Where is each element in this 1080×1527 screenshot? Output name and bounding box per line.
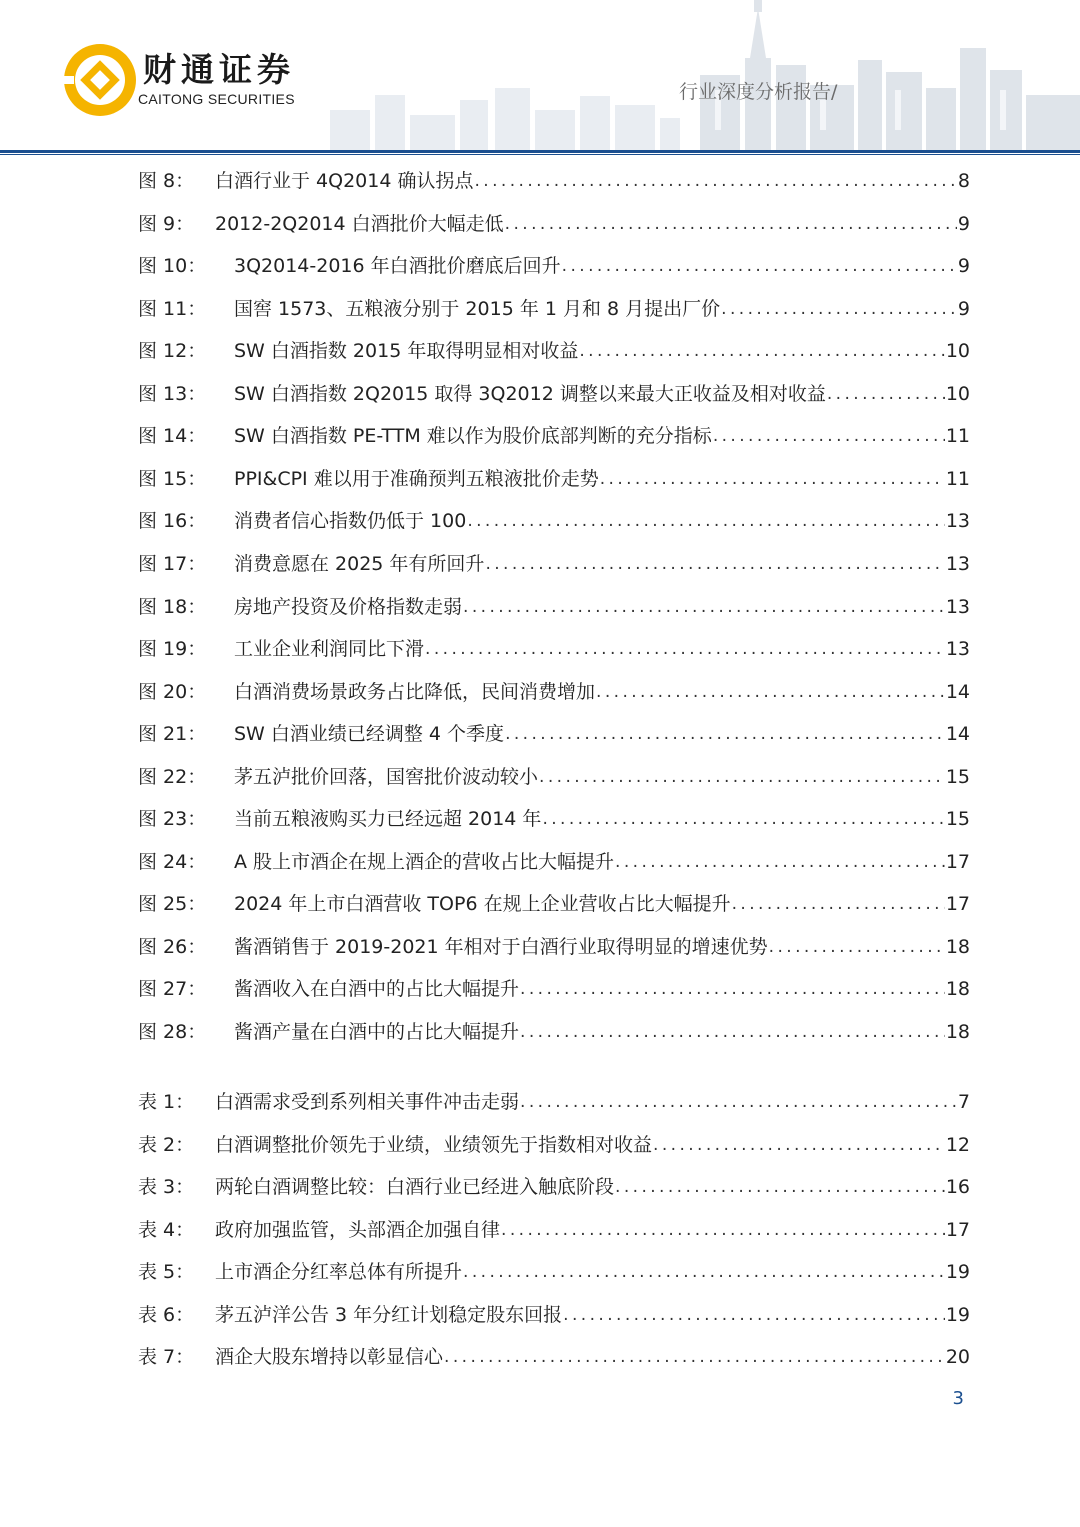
toc-entry-page: 10 xyxy=(945,382,970,405)
toc-entry-title: 酱酒销售于 2019-2021 年相对于白酒行业取得明显的增速优势 xyxy=(234,935,768,958)
toc-entry-label: 图 9： xyxy=(138,212,195,235)
toc-leader-dots xyxy=(563,1302,945,1328)
toc-leader-dots xyxy=(769,934,945,960)
toc-entry-label: 图 14： xyxy=(138,425,207,448)
toc-entry-title: 消费意愿在 2025 年有所回升 xyxy=(234,552,485,575)
header-divider-thin xyxy=(0,154,1080,155)
toc-entry-page: 9 xyxy=(957,297,970,320)
toc-entry-label: 图 15： xyxy=(138,467,207,490)
report-type: 行业深度分析报告/ xyxy=(679,81,838,103)
toc-entry-page: 15 xyxy=(945,765,970,788)
toc-entry-title: 白酒行业于 4Q2014 确认拐点 xyxy=(215,170,474,192)
toc-leader-dots xyxy=(615,849,945,875)
toc-entry[interactable] xyxy=(138,634,970,662)
toc-entry[interactable] xyxy=(138,1215,970,1243)
toc-entry-page: 10 xyxy=(945,340,970,363)
toc-entry-label: 表 5： xyxy=(138,1261,195,1283)
caitong-logo xyxy=(60,40,140,120)
header-divider xyxy=(0,150,1080,153)
toc-entry-page: 13 xyxy=(945,595,970,618)
toc-entry-label: 图 20： xyxy=(138,680,207,703)
toc-entry-title: 3Q2014-2016 年白酒批价磨底后回升 xyxy=(234,255,561,278)
toc-entry-page: 19 xyxy=(945,1261,970,1283)
toc-entry[interactable] xyxy=(138,804,970,832)
toc-entry[interactable] xyxy=(138,1342,970,1370)
toc-leader-dots xyxy=(505,721,945,747)
toc-entry[interactable] xyxy=(138,379,970,407)
toc-leader-dots xyxy=(596,679,945,705)
toc-leader-dots xyxy=(485,551,944,577)
toc-entry-label: 图 10： xyxy=(138,255,207,278)
toc-entry-page: 17 xyxy=(945,893,970,916)
toc-entry[interactable] xyxy=(138,1087,970,1115)
toc-entry-label: 图 22： xyxy=(138,765,207,788)
toc-entry-page: 12 xyxy=(945,1133,970,1156)
toc-leader-dots xyxy=(653,1132,945,1158)
toc-entry-title: 2012-2Q2014 白酒批价大幅走低 xyxy=(215,212,504,235)
toc-leader-dots xyxy=(539,764,945,790)
toc-entry-label: 图 24： xyxy=(138,850,207,873)
toc-entry-page: 9 xyxy=(957,255,970,278)
toc-entry-title: 当前五粮液购买力已经远超 2014 年 xyxy=(234,808,542,831)
toc-entry-label: 表 3： xyxy=(138,1176,195,1198)
toc-entry-page: 18 xyxy=(945,935,970,958)
toc-entry-label: 图 8： xyxy=(138,170,195,192)
toc-entry-label: 图 25： xyxy=(138,893,207,916)
toc-entry-page: 13 xyxy=(945,552,970,575)
toc-entry[interactable] xyxy=(138,1172,970,1200)
toc-entry-title: 房地产投资及价格指数走弱 xyxy=(234,595,463,618)
toc-entry[interactable] xyxy=(138,209,970,237)
toc-leader-dots xyxy=(713,423,945,449)
toc-entry[interactable] xyxy=(138,506,970,534)
toc-entry-page: 9 xyxy=(957,212,970,235)
toc-leader-dots xyxy=(463,594,945,620)
toc-leader-dots xyxy=(520,976,945,1002)
toc-entry-title: 消费者信心指数仍低于 100 xyxy=(234,510,467,533)
toc-entry-label: 图 28： xyxy=(138,1021,207,1043)
toc-entry-label: 表 6： xyxy=(138,1303,195,1326)
toc-entry-title: A 股上市酒企在规上酒企的营收占比大幅提升 xyxy=(234,850,615,873)
toc-entry-title: SW 白酒指数 PE-TTM 难以作为股价底部判断的充分指标 xyxy=(234,425,712,448)
toc-entry[interactable] xyxy=(138,889,970,917)
toc-entry[interactable] xyxy=(138,762,970,790)
toc-leader-dots xyxy=(463,1259,945,1285)
toc-entry-label: 表 1： xyxy=(138,1091,195,1113)
toc-entry-label: 图 17： xyxy=(138,552,207,575)
brand-name-chinese: 财通证券 xyxy=(143,50,295,89)
toc-entry-title: 国窖 1573、五粮液分别于 2015 年 1 月和 8 月提出厂价 xyxy=(234,297,721,320)
toc-entry-page: 14 xyxy=(945,680,970,703)
toc-entry[interactable] xyxy=(138,549,970,577)
toc-leader-dots xyxy=(505,211,957,237)
toc-entry-page: 13 xyxy=(945,510,970,533)
toc-leader-dots xyxy=(425,636,945,662)
toc-entry[interactable] xyxy=(138,294,970,322)
toc-entry-label: 图 19： xyxy=(138,638,207,661)
toc-entry-page: 11 xyxy=(945,467,970,490)
toc-entry[interactable] xyxy=(138,677,970,705)
toc-entry-title: 白酒消费场景政务占比降低，民间消费增加 xyxy=(234,680,596,703)
toc-entry[interactable] xyxy=(138,592,970,620)
toc-entry-title: 酒企大股东增持以彰显信心 xyxy=(215,1346,444,1368)
toc-leader-dots xyxy=(444,1344,945,1370)
toc-entry-label: 表 2： xyxy=(138,1133,195,1156)
toc-entry[interactable] xyxy=(138,719,970,747)
toc-entry-title: 上市酒企分红率总体有所提升 xyxy=(215,1261,463,1283)
toc-entry[interactable] xyxy=(138,1300,970,1328)
toc-entry-title: 白酒需求受到系列相关事件冲击走弱 xyxy=(215,1091,520,1113)
toc-entry[interactable] xyxy=(138,847,970,875)
brand-name-english: CAITONG SECURITIES xyxy=(138,91,295,107)
toc-leader-dots xyxy=(615,1174,945,1200)
toc-entry-label: 图 18： xyxy=(138,595,207,618)
toc-leader-dots xyxy=(579,338,944,364)
toc-entry-page: 7 xyxy=(957,1091,970,1113)
toc-entry[interactable] xyxy=(138,166,970,194)
toc-entry-page: 18 xyxy=(945,978,970,1001)
toc-entry-title: SW 白酒业绩已经调整 4 个季度 xyxy=(234,723,505,746)
toc-entry-page: 11 xyxy=(945,425,970,448)
toc-entry-page: 20 xyxy=(945,1346,970,1368)
toc-leader-dots xyxy=(732,891,945,917)
toc-entry-title: 2024 年上市白酒营收 TOP6 在规上企业营收占比大幅提升 xyxy=(234,893,731,916)
toc-entry[interactable] xyxy=(138,251,970,279)
toc-entry-label: 图 13： xyxy=(138,382,207,405)
toc-entry-title: 酱酒产量在白酒中的占比大幅提升 xyxy=(234,1021,520,1043)
toc-entry-page: 13 xyxy=(945,638,970,661)
toc-leader-dots xyxy=(600,466,945,492)
toc-entry-page: 8 xyxy=(957,170,970,192)
toc-entry[interactable] xyxy=(138,421,970,449)
toc-entry-title: PPI&CPI 难以用于准确预判五粮液批价走势 xyxy=(234,467,599,490)
toc-entry-title: SW 白酒指数 2Q2015 取得 3Q2012 调整以来最大正收益及相对收益 xyxy=(234,382,826,405)
toc-entry-title: 茅五泸批价回落，国窖批价波动较小 xyxy=(234,765,539,788)
toc-leader-dots xyxy=(827,381,945,407)
toc-entry-page: 18 xyxy=(945,1021,970,1043)
toc-entry[interactable] xyxy=(138,1017,970,1045)
toc-entry[interactable] xyxy=(138,1257,970,1285)
toc-entry-label: 图 23： xyxy=(138,808,207,831)
toc-entry-label: 图 27： xyxy=(138,978,207,1001)
page-number: 3 xyxy=(952,1388,964,1409)
toc-leader-dots xyxy=(520,1019,945,1045)
toc-leader-dots xyxy=(562,253,957,279)
toc-leader-dots xyxy=(721,296,957,322)
toc-entry-title: 政府加强监管，头部酒企加强自律 xyxy=(215,1218,501,1241)
toc-entry-label: 表 4： xyxy=(138,1218,195,1241)
toc-entry-page: 17 xyxy=(945,1218,970,1241)
toc-entry-title: 酱酒收入在白酒中的占比大幅提升 xyxy=(234,978,520,1001)
toc-entry-label: 表 7： xyxy=(138,1346,195,1368)
toc-leader-dots xyxy=(474,168,956,194)
toc-entry-label: 图 26： xyxy=(138,935,207,958)
toc-entry-page: 14 xyxy=(945,723,970,746)
page-header xyxy=(0,0,1080,157)
toc-leader-dots xyxy=(542,806,944,832)
toc-entry-title: 工业企业利润同比下滑 xyxy=(234,638,425,661)
toc-leader-dots xyxy=(467,508,945,534)
toc-leader-dots xyxy=(501,1217,945,1243)
toc-entry-title: 茅五泸洋公告 3 年分红计划稳定股东回报 xyxy=(215,1303,563,1326)
toc-entry[interactable] xyxy=(138,336,970,364)
toc-entry-page: 19 xyxy=(945,1303,970,1326)
toc-entry-title: 白酒调整批价领先于业绩，业绩领先于指数相对收益 xyxy=(215,1133,653,1156)
toc-entry-page: 17 xyxy=(945,850,970,873)
toc-entry[interactable] xyxy=(138,932,970,960)
toc-entry-label: 图 16： xyxy=(138,510,207,533)
toc-entry[interactable] xyxy=(138,464,970,492)
toc-entry[interactable] xyxy=(138,974,970,1002)
toc-leader-dots xyxy=(520,1089,957,1115)
toc-entry[interactable] xyxy=(138,1130,970,1158)
toc-entry-title: 两轮白酒调整比较：白酒行业已经进入触底阶段 xyxy=(215,1176,615,1198)
toc-entry-label: 图 11： xyxy=(138,297,207,320)
toc-entry-page: 16 xyxy=(945,1176,970,1198)
toc-entry-page: 15 xyxy=(945,808,970,831)
toc-entry-title: SW 白酒指数 2015 年取得明显相对收益 xyxy=(234,340,579,363)
toc-entry-label: 图 21： xyxy=(138,723,207,746)
toc-entry-label: 图 12： xyxy=(138,340,207,363)
